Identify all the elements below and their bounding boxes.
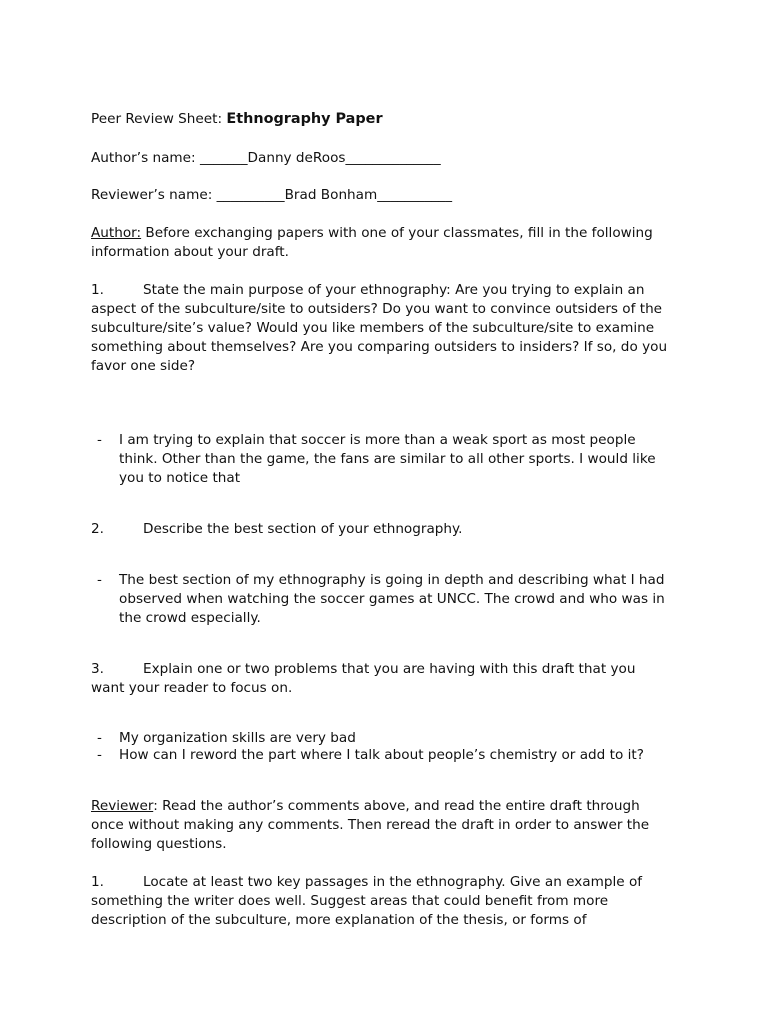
q1-line1 [91,281,644,300]
author-name-value: Danny deRoos [247,150,346,166]
r1-line2: something the writer does well. Suggest areas that could benefit from more [91,893,609,909]
q2-answer-line1: The best section of my ethnography is going in depth and describing what I had [119,572,665,588]
reviewer-name-label: Reviewer’s name: __________ [91,187,285,203]
q1-line4: something about themselves? Are you comparing outsiders to insiders? If so, do you [91,339,668,355]
q3-answer2-dash: - [97,747,102,763]
title-prefix: Peer Review Sheet: [91,111,227,127]
q1-line5: favor one side? [91,358,196,374]
author-name-label: Author’s name: _______ [91,150,248,166]
reviewer-intro-text1: : Read the author’s comments above, and read the entire draft through [153,798,640,814]
q2-answer-dash: - [97,572,102,588]
author-name-line [91,149,441,168]
q3-answer1-text: My organization skills are very bad [119,730,356,746]
title-bold: Ethnography Paper [226,111,383,127]
q3-number: 3. [91,661,104,677]
author-intro-line1 [91,224,653,243]
q3-answer1-dash: - [97,730,102,746]
author-intro-text1: Before exchanging papers with one of your classmates, fill in the following [141,225,653,241]
page-title [91,110,383,129]
q2-text1: Describe the best section of your ethnography. [143,521,463,537]
q1-answer-line2: think. Other than the game, the fans are similar to all other sports. I would like [119,451,656,467]
author-intro-label: Author: [91,225,142,241]
q3-line2: want your reader to focus on. [91,680,293,696]
author-name-trail: ______________ [345,150,441,166]
r1-line1 [91,873,642,892]
r1-text1: Locate at least two key passages in the ethnography. Give an example of [143,874,643,890]
q2-line1 [91,520,462,539]
q1-line3: subculture/site’s value? Would you like members of the subculture/site to examine [91,320,655,336]
r1-line3: description of the subculture, more explanation of the thesis, or forms of [91,912,587,928]
reviewer-intro-label: Reviewer [91,798,154,814]
q1-line2: aspect of the subculture/site to outsiders? Do you want to convince outsiders of the [91,301,663,317]
q3-line1 [91,660,635,679]
reviewer-intro-line2: once without making any comments. Then reread the draft in order to answer the [91,817,650,833]
q1-text1: State the main purpose of your ethnography: Are you trying to explain an [143,282,645,298]
q1-answer-line3: you to notice that [119,470,241,486]
reviewer-name-line [91,186,452,205]
reviewer-intro-line1 [91,797,640,816]
r1-number: 1. [91,874,104,890]
q3-text1: Explain one or two problems that you are having with this draft that you [143,661,636,677]
q2-number: 2. [91,521,104,537]
q2-answer-line2: observed when watching the soccer games at UNCC. The crowd and who was in [119,591,665,607]
q1-answer-dash: - [97,432,102,448]
reviewer-name-trail: ___________ [377,187,453,203]
author-intro-line2: information about your draft. [91,244,289,260]
q1-number: 1. [91,282,104,298]
reviewer-intro-line3: following questions. [91,836,227,852]
q2-answer-line3: the crowd especially. [119,610,261,626]
reviewer-name-value: Brad Bonham [284,187,378,203]
q3-answer2-text: How can I reword the part where I talk about people’s chemistry or add to it? [119,747,644,763]
q1-answer-line1: I am trying to explain that soccer is more than a weak sport as most people [119,432,636,448]
